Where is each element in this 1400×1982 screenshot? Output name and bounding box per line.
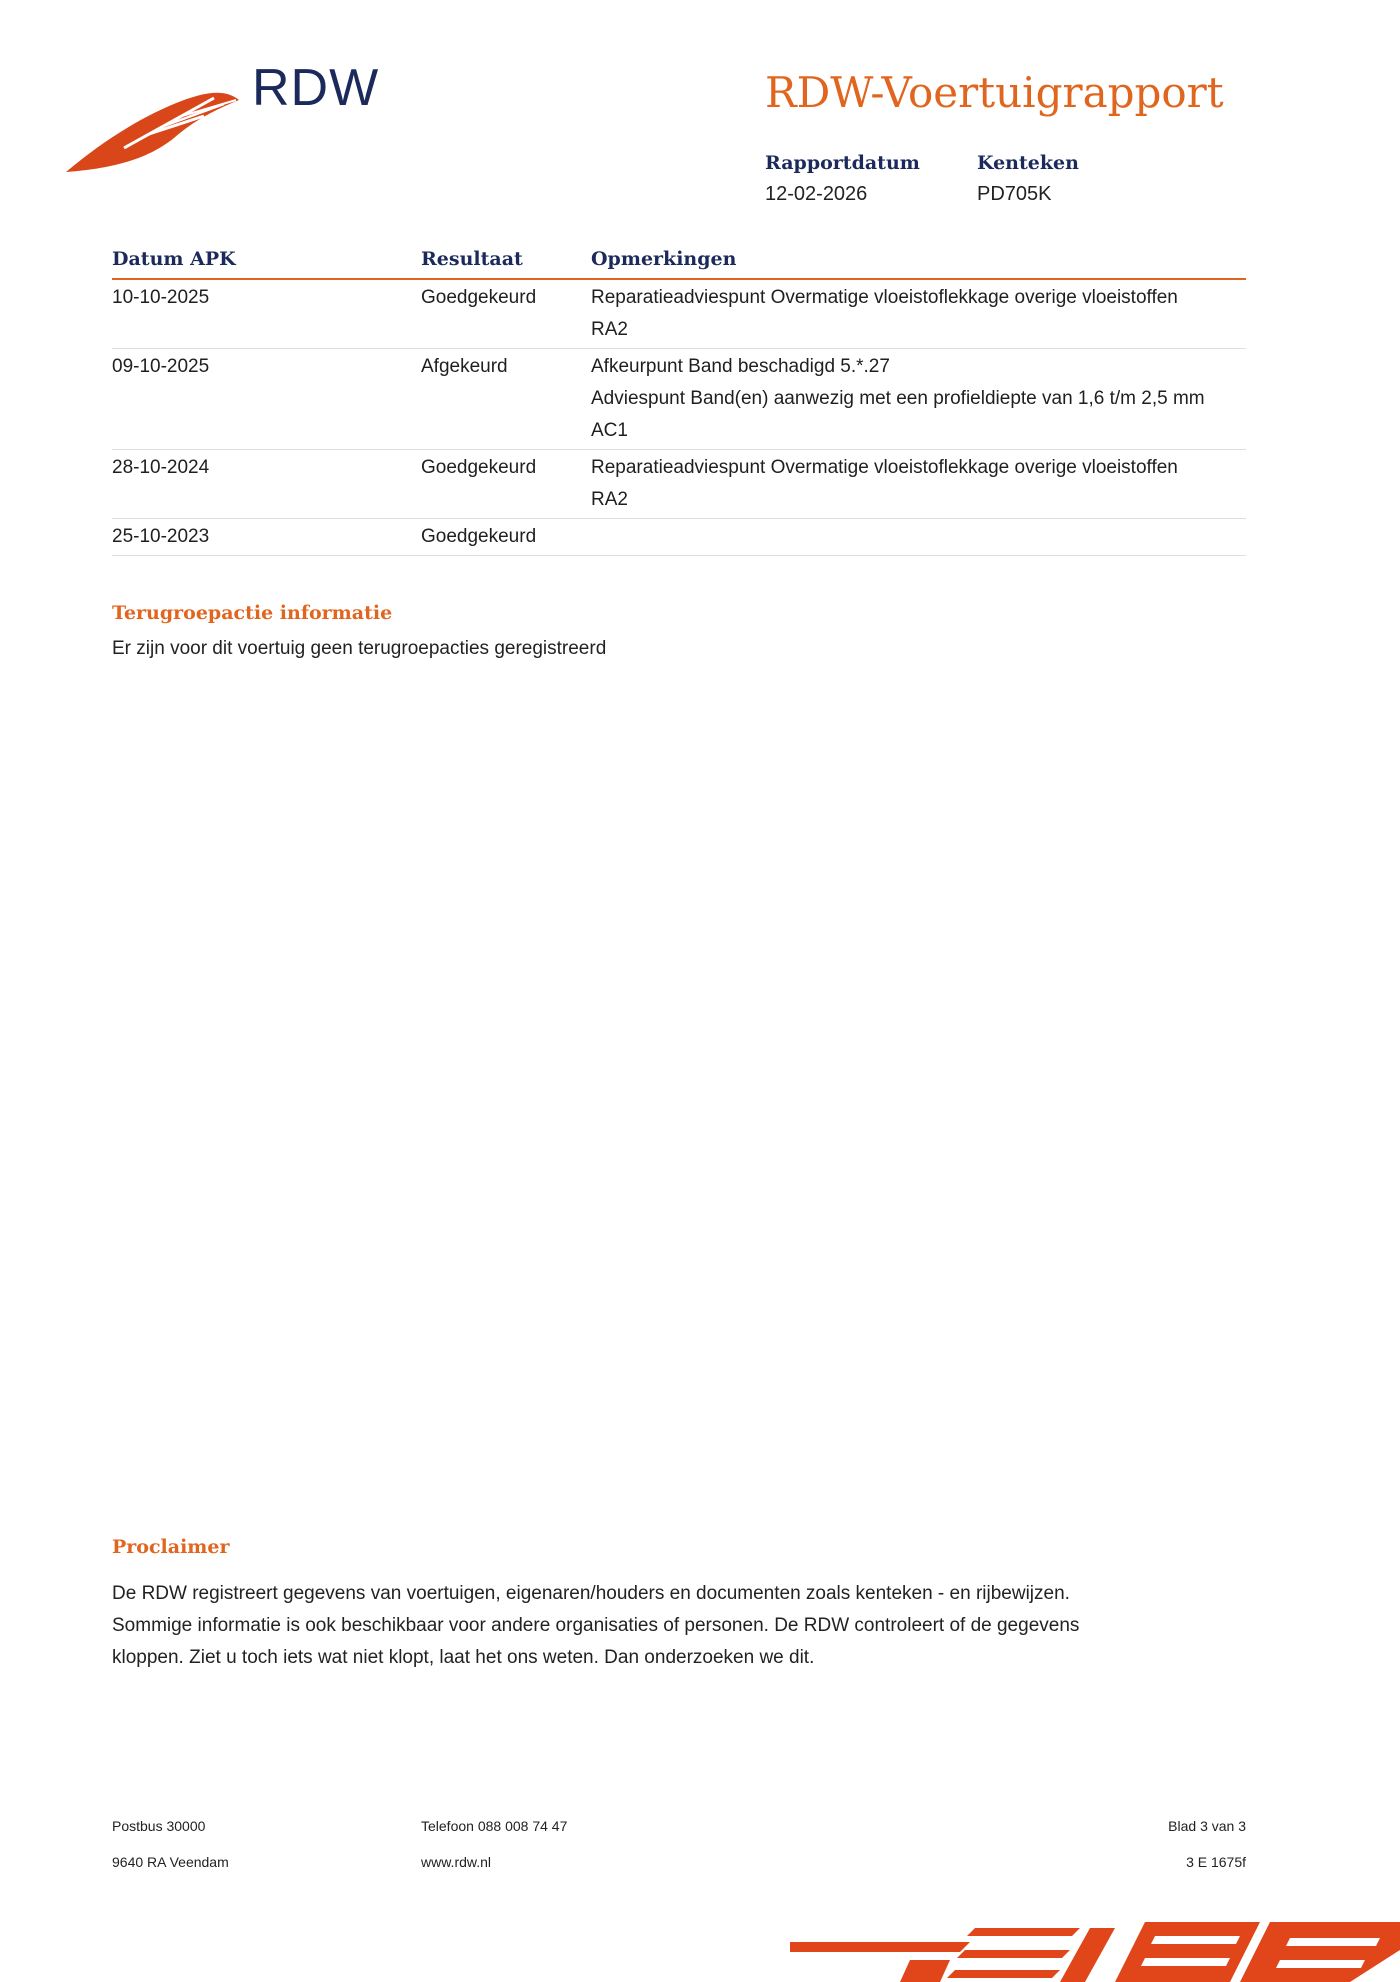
apk-table: [112, 248, 1246, 556]
apk-remark: Afkeurpunt Band beschadigd 5.*.27: [591, 356, 890, 377]
table-row: [112, 519, 1246, 556]
col-header-resultaat: Resultaat: [421, 248, 523, 270]
apk-result: Goedgekeurd: [421, 526, 537, 547]
apk-result: Goedgekeurd: [421, 287, 537, 308]
apk-date: 10-10-2025: [112, 287, 210, 308]
table-row: [112, 280, 1246, 349]
footer-website: www.rdw.nl: [421, 1854, 492, 1870]
rdw-speed-stripes-icon: [790, 1920, 1400, 1982]
proclaimer-title: Proclaimer: [112, 1536, 230, 1558]
apk-remark: Adviespunt Band(en) aanwezig met een profieldiepte van 1,6 t/m 2,5 mm AC1: [591, 388, 1205, 441]
footer-page: Blad 3 van 3: [1168, 1818, 1246, 1834]
proclaimer-line: kloppen. Ziet u toch iets wat niet klopt, laat het ons weten. Dan onderzoeken we dit.: [112, 1647, 815, 1668]
apk-date: 25-10-2023: [112, 526, 210, 547]
apk-date: 28-10-2024: [112, 457, 210, 478]
recall-text: Er zijn voor dit voertuig geen terugroepacties geregistreerd: [112, 638, 607, 659]
rapportdatum-value: 12-02-2026: [765, 183, 868, 205]
proclaimer-line: De RDW registreert gegevens van voertuigen, eigenaren/houders en documenten zoals kenteken - en rijbewijzen.: [112, 1583, 1070, 1604]
proclaimer-body: [112, 1578, 1262, 1674]
footer-city: 9640 RA Veendam: [112, 1854, 229, 1870]
report-title: RDW-Voertuigrapport: [765, 68, 1224, 117]
col-header-datum: Datum APK: [112, 248, 236, 270]
apk-date: 09-10-2025: [112, 356, 210, 377]
footer-code: 3 E 1675f: [1186, 1854, 1246, 1870]
apk-result: Goedgekeurd: [421, 457, 537, 478]
kenteken-label: Kenteken: [977, 152, 1079, 174]
footer-phone: Telefoon 088 008 74 47: [421, 1818, 568, 1834]
rapportdatum-label: Rapportdatum: [765, 152, 920, 174]
footer-postbus: Postbus 30000: [112, 1818, 206, 1834]
recall-title: Terugroepactie informatie: [112, 602, 393, 624]
proclaimer-line: Sommige informatie is ook beschikbaar voor andere organisaties of personen. De RDW controleert of de gegevens: [112, 1615, 1080, 1636]
table-row: [112, 450, 1246, 519]
logo-text: RDW: [252, 59, 380, 117]
apk-result: Afgekeurd: [421, 356, 508, 377]
table-row: [112, 349, 1246, 450]
kenteken-value: PD705K: [977, 183, 1052, 205]
apk-remark: Reparatieadviespunt Overmatige vloeistoflekkage overige vloeistoffen RA2: [591, 457, 1178, 510]
apk-remark: Reparatieadviespunt Overmatige vloeistoflekkage overige vloeistoffen RA2: [591, 287, 1178, 340]
col-header-opmerkingen: Opmerkingen: [591, 248, 737, 270]
apk-table-header: [112, 248, 1246, 280]
